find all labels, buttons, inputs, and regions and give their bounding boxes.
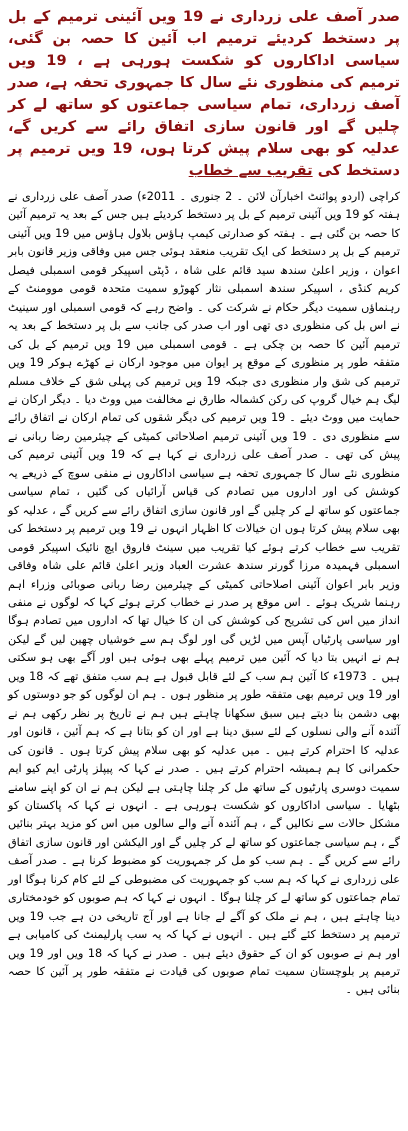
headline-text: صدر آصف علی زرداری نے 19 ویں آئینی ترمیم کے بل پر دستخط کردیئے ترمیم اب آئین کا حصہ بن گئی، سیاسی اداکاروں کو شکست ہورہی ہے ، 19 ویں ترمیم کی منظوری نئے سال کا جمہوری تحفہ ہے، صدر آصف زرداری، تمام سیاسی جماعتوں کو ساتھ لے کر چلیں گے اور قانون سازی اتفاق رائے سے کریں گے، عدلیہ کو بھی سلام پیش کرتا ہوں، 19 ویں ترمیم پر دستخط کی [8,8,400,179]
article-body [8,188,400,1000]
article-paragraph: کراچی (اردو پوائنٹ اخبارآن لائن ۔ 2 جنوری ۔ 2011ء) صدر آصف علی زرداری نے ہفتہ کو 19 ویں آئینی ترمیم کے بل پر دستخط کردیئے ہیں جس کے بعد یہ ترمیم آئین کا حصہ بن گئی ہے ۔ ہفتہ کو صدارتی کیمپ ہاؤس بلاول ہاؤس میں 19 ویں آئینی ترمیم کے بل پر دستخط کی ایک تقریب منعقد ہوئی جس میں وفاقی وزیر قانون بابر اعوان ، وزیر اعلیٰ سندھ سید قائم علی شاہ ، ڈپٹی اسپیکر قومی اسمبلی فیصل کریم کنڈی ، اسپیکر سندھ اسمبلی نثار کھوڑو سمیت متحدہ قومی موومنٹ کے رہنماؤں سمیت دیگر حکام نے شرکت کی ۔ واضح رہے کہ قومی اسمبلی اور سینیٹ نے اس بل کی منظوری دی تھی اور اب صدر کی جانب سے بل پر دستخط کے بعد یہ ترمیم آئین کا حصہ بن چکی ہے ۔ قومی اسمبلی میں 19 ویں ترمیم کے بل کی متفقہ طور پر منظوری کے موقع پر ایوان میں موجود ارکان نے کھڑے ہوکر 19 ویں ترمیم کی شق وار منظوری دی جبکہ 19 ویں ترمیم کی پہلی شق کے خلاف مسلم لیگ ہم خیال گروپ کی رکن کشمالہ طارق نے مخالفت میں ووٹ دیا ۔ دیگر ارکان نے حمایت میں ووٹ دیئے ۔ 19 ویں ترمیم کی دیگر شقوں کی تمام ارکان نے اتفاق رائے سے منظوری دی ۔ 19 ویں آئینی ترمیم اصلاحاتی کمیٹی کے چیئرمین رضا ربانی نے پیش کی تھی ۔ صدر آصف علی زرداری نے کہا ہے کہ 19 ویں آئینی ترمیم کی منظوری نئے سال کا جمہوری تحفہ ہے سیاسی اداکاروں نے منفی سوچ کے ذریعے یہ کوشش کی اور اداروں میں تصادم کی قیاس آرائیاں کی گئیں ، تمام سیاسی جماعتوں کو ساتھ لے کر چلیں گے اور قانون سازی اتفاق رائے سے کریں گے ، عدلیہ کو بھی سلام پیش کرتا ہوں ان خیالات کا اظہار انہوں نے 19 ویں ترمیم پر دستخط کی تقریب سے خطاب کرتے ہوئے کیا تقریب میں سینٹ فاروق ایچ نائیک اسپیکر قومی اسمبلی فہمیدہ مرزا گورنر سندھ عشرت العباد وزیر اعلیٰ قائم علی شاہ وفاقی وزیر بابر اعوان آئینی اصلاحاتی کمیٹی کے چیئرمین رضا ربانی صوبائی وزراء اہم رہنما شریک ہوئے ۔ اس موقع پر صدر نے خطاب کرتے ہوئے کہا کہ لوگوں نے منفی انداز میں اس کی تشریح کی کوشش کی ان کا خیال تھا کہ اداروں میں تصادم ہوگا اور سیاسی پارٹیاں آپس میں لڑیں گی اور لوگ ہم سے خوشیاں چھین لیں گے لیکن ہم نے انہیں بتا دیا کہ آئین میں ترمیم پہلے بھی ہوئی ہیں اور آگے بھی ہو سکتی ہیں ۔ 1973ء کا آئین ہم سب کے لئے قابل قبول ہے ہم سب متفق تھے کہ 18 ویں اور 19 ویں ترمیم بھی متفقہ طور پر منظور ہوں ۔ ہم ان لوگوں کو جو دوستوں کو بھی دشمن بنا دیتے ہیں سبق سکھانا چاہتے ہیں ہم نے تاریخ پر نظر رکھی ہم نے آئندہ آنے والی نسلوں کے لئے سبق دینا ہے اور ان کو بتانا ہے کہ ہم آئین ، قانون اور عدلیہ کا احترام کرتے ہیں ۔ میں عدلیہ کو بھی سلام پیش کرتا ہوں ۔ قانون کی حکمرانی کا ہم ہمیشہ احترام کرتے ہیں ۔ صدر نے کہا کہ پیپلز پارٹی ایم کیو ایم سمیت دوسری پارٹیوں کے ساتھ مل کر چلنا چاہتی ہے لیکن ہم نے ان کو اپنے سامنے بٹھایا ۔ سیاسی اداکاروں کو شکست ہورہی ہے ۔ انہوں نے کہا کہ پاکستان کو مشکل حالات سے نکالیں گے ، ہم آئندہ آنے والے سالوں میں اس کو مزید بہتر بنائیں گے ، ہم سیاسی جماعتوں کو ساتھ لے کر چلیں گے اور الیکشن اور قانون سازی اتفاق رائے سے کریں گے ۔ ہم سب کو مل کر جمہوریت کو مضبوط کرنا ہے ۔ صدر آصف علی زرداری نے کہا کہ ہم سب کو جمہوریت کی مضبوطی کے لئے کام کرنا ہوگا اور تمام جماعتوں کو ساتھ لے کر چلنا ہوگا ۔ انہوں نے کہا کہ ہم صوبوں کو خودمختاری دینا چاہتے ہیں ، ہم نے ملک کو آگے لے جانا ہے اور آج تاریخی دن ہے جب 19 ویں ترمیم پر دستخط کئے گئے ہیں ۔ انہوں نے کہا کہ یہ سب پارلیمنٹ کی کامیابی ہے اور ہم نے صوبوں کو ان کے حقوق دیئے ہیں ۔ صدر نے کہا کہ 18 ویں اور 19 ویں ترمیم پر بلوچستان سمیت تمام صوبوں کی قیادت نے متفقہ طور پر آئین کا حصہ بنائی ہیں ۔ [8,190,401,997]
article-headline [8,6,400,182]
headline-underlined-tail: تقریب سے خطاب [188,162,313,179]
